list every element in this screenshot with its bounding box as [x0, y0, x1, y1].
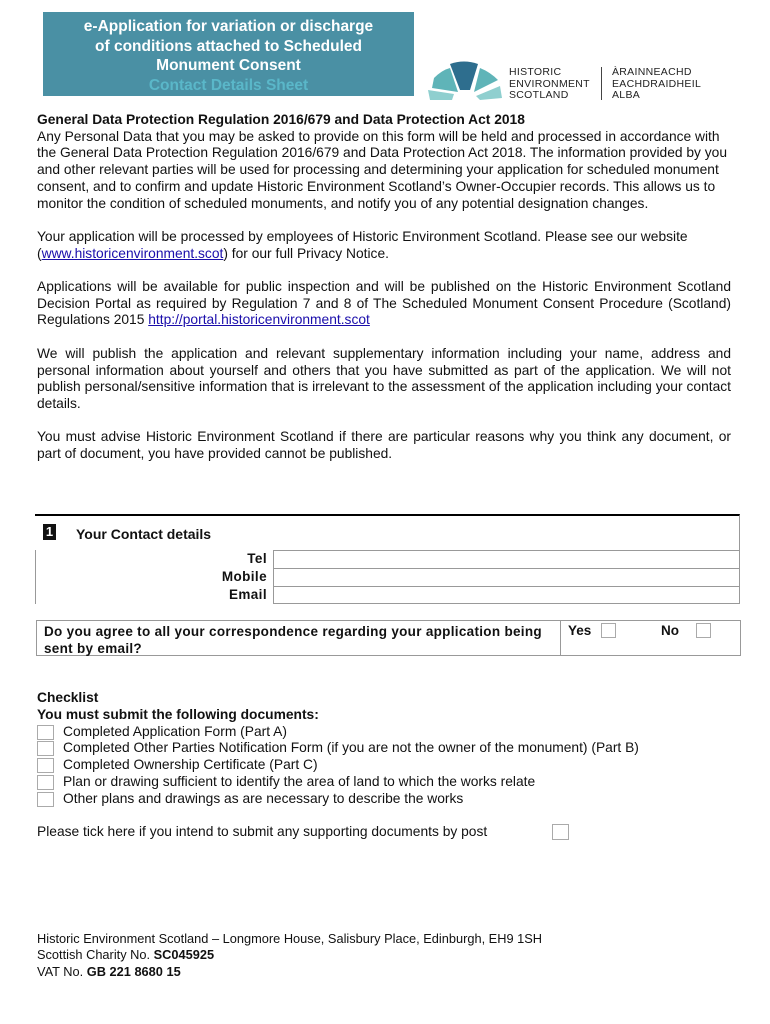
logo-divider	[601, 67, 602, 100]
tel-label: Tel	[35, 550, 273, 568]
checklist-checkbox[interactable]	[37, 792, 54, 807]
footer-address: Historic Environment Scotland – Longmore House, Salisbury Place, Edinburgh, EH9 1SH	[37, 931, 543, 946]
checklist-item: Completed Ownership Certificate (Part C)	[37, 757, 737, 774]
footer	[37, 931, 542, 980]
email-row	[35, 586, 740, 604]
gdpr-paragraph	[37, 112, 731, 212]
checklist-checkbox[interactable]	[37, 775, 54, 790]
no-checkbox[interactable]	[696, 623, 711, 638]
post-submission-checkbox[interactable]	[552, 824, 569, 840]
checklist-title: Checklist	[37, 690, 99, 705]
yes-label: Yes	[568, 623, 592, 638]
advise-paragraph: You must advise Historic Environment Scotland if there are particular reasons why you think any document, or part of document, you have provided cannot be published.	[37, 429, 731, 461]
gdpr-body: Any Personal Data that you may be asked to provide on this form will be held and processed in accordance with the General Data Protection Regulation 2016/679 and Data Protection Act 2018. The information provided by you and other relevant parties will be used for processing and determining your application for scheduled monument consent, and to confirm and update Historic Environment Scotland’s Owner-Occupier records. This allows us to monitor the condition of scheduled monuments, and notify you of any potential designation changes.	[37, 128, 728, 211]
form-title-line: Monument Consent	[156, 57, 301, 74]
mobile-field[interactable]	[273, 568, 740, 586]
form-title-line: of conditions attached to Scheduled	[95, 37, 362, 55]
portal-link[interactable]: http://portal.historicenvironment.scot	[148, 312, 370, 328]
checklist-item: Plan or drawing sufficient to identify the area of land to which the works relate	[37, 774, 737, 791]
footer-charity: Scottish Charity No. SC045925	[37, 947, 215, 963]
post-submission-row	[37, 824, 487, 839]
checklist-checkbox[interactable]	[37, 725, 54, 740]
email-label: Email	[35, 586, 273, 604]
mobile-label: Mobile	[35, 568, 273, 586]
checklist-item: Other plans and drawings as are necessary to describe the works	[37, 791, 737, 808]
privacy-paragraph: Your application will be processed by employees of Historic Environment Scotland. Please see our website (www.historicenvironment.scot) for our full Privacy Notice.	[37, 228, 688, 261]
tel-field[interactable]	[273, 550, 740, 568]
checklist-item: Completed Application Form (Part A)	[37, 724, 737, 741]
logo-gaelic: ÀRAINNEACHD EACHDRAIDHEIL ALBA	[612, 66, 702, 101]
tel-row	[35, 550, 740, 568]
form-subtitle: Contact Details Sheet	[148, 76, 309, 94]
email-consent-question: Do you agree to all your correspondence regarding your application being sent by email?	[37, 621, 561, 655]
email-field[interactable]	[273, 586, 740, 604]
document-checklist	[37, 690, 737, 808]
checklist-subtitle: You must submit the following documents:	[37, 706, 319, 722]
checklist-checkbox[interactable]	[37, 758, 54, 773]
form-title-banner	[43, 12, 414, 96]
checklist-checkbox[interactable]	[37, 741, 54, 756]
section-title: Your Contact details	[76, 526, 212, 542]
intro-text	[37, 112, 731, 479]
section-number: 1	[43, 524, 56, 540]
contact-details-section	[35, 514, 740, 604]
yes-checkbox[interactable]	[601, 623, 616, 638]
publication-paragraph: Applications will be available for public inspection and will be published on the Historic Environment Scotland Decision Portal as required by Regulation 7 and 8 of The Scheduled Monument Consent Procedure (Scotland) Regulations 2015 http://portal.historicenvironment.scot	[37, 279, 731, 328]
form-title-line: e-Application for variation or discharge	[83, 18, 374, 35]
mobile-row	[35, 568, 740, 586]
email-consent-row	[36, 620, 741, 656]
gdpr-heading: General Data Protection Regulation 2016/679 and Data Protection Act 2018	[37, 112, 525, 127]
logo-english: HISTORIC ENVIRONMENT SCOTLAND	[509, 66, 590, 101]
section-header	[35, 514, 740, 550]
footer-vat: VAT No. GB 221 8680 15	[37, 963, 181, 979]
no-label: No	[661, 623, 679, 638]
website-link[interactable]: www.historicenvironment.scot	[41, 245, 224, 261]
checklist-item: Completed Other Parties Notification Form (if you are not the owner of the monument) (Part B)	[37, 740, 737, 757]
post-submission-label: Please tick here if you intend to submit any supporting documents by post	[37, 824, 488, 839]
publish-info-paragraph: We will publish the application and relevant supplementary information including your name, address and personal information about yourself and others that you have submitted as part of the application. We will not publish personal/sensitive information that is irrelevant to the assessment of the application including your contact details.	[37, 345, 731, 411]
